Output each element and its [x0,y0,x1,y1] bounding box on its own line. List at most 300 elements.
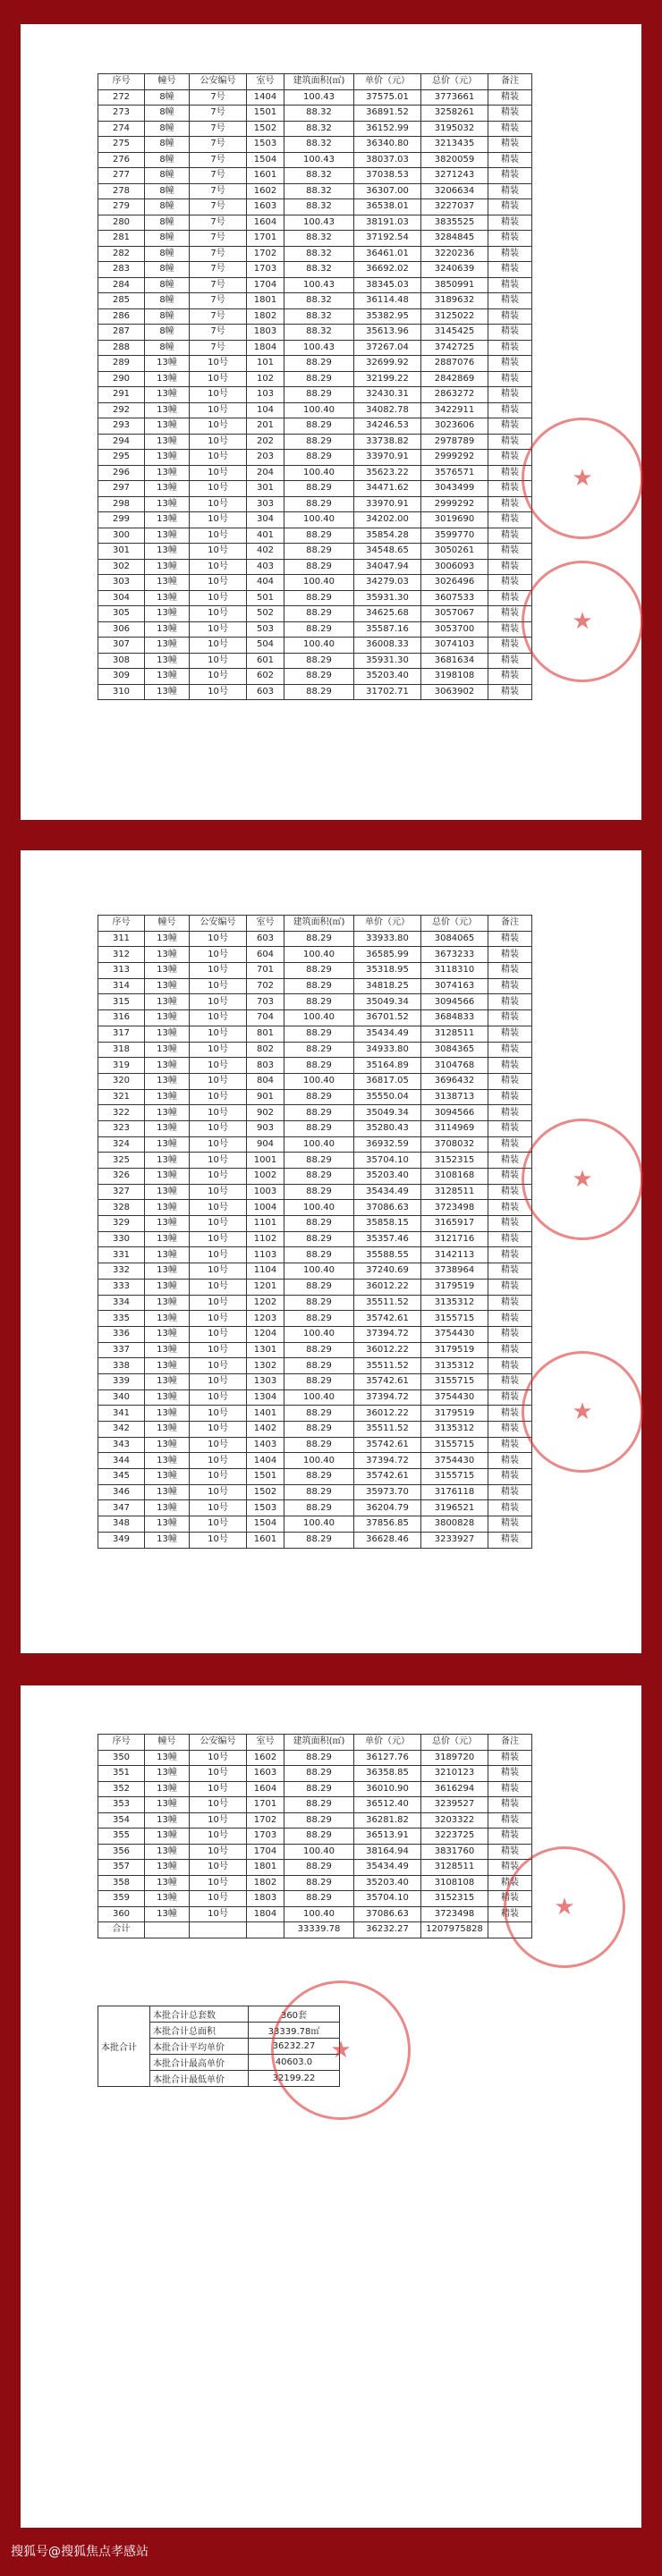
table-cell: 13幢 [145,684,190,700]
table-cell: 100.40 [284,1389,354,1406]
table-row [98,231,532,247]
table-cell: 35854.28 [354,528,421,544]
table-cell: 88.29 [284,528,354,544]
table-cell: 13幢 [145,1844,190,1860]
table-cell: 1203 [247,1311,284,1327]
table-cell: 13幢 [145,1326,190,1342]
table-cell: 1603 [247,199,284,215]
table-cell: 7号 [190,308,247,325]
table-cell: 36358.85 [354,1766,421,1782]
table-cell: 2863272 [421,387,488,403]
table-cell: 276 [98,152,145,168]
table-cell: 3074103 [421,638,488,654]
table-cell: 36012.22 [354,1406,421,1422]
table-cell: 37856.85 [354,1516,421,1533]
table-cell: 13幢 [145,1026,190,1042]
table-row [98,1389,532,1406]
table-cell: 精装 [488,638,532,654]
table-cell: 精装 [488,418,532,435]
table-cell: 7号 [190,183,247,199]
table-cell: 335 [98,1311,145,1327]
table-cell: 10号 [190,1216,247,1232]
table-cell: 3108108 [421,1875,488,1891]
table-cell: 88.29 [284,1169,354,1185]
company-seal: ★ [271,1981,411,2120]
table-cell: 315 [98,994,145,1010]
table-cell: 337 [98,1342,145,1358]
table-cell: 13幢 [145,1750,190,1766]
table-row [98,669,532,685]
table-row [98,1406,532,1422]
table-cell: 34047.94 [354,559,421,575]
table-cell: 8幢 [145,121,190,137]
table-row [98,152,532,168]
table-cell: 702 [247,978,284,994]
table-cell: 1404 [247,89,284,106]
table-cell: 3616294 [421,1781,488,1797]
table-cell: 10号 [190,1231,247,1247]
table-cell: 35931.30 [354,653,421,669]
table-cell: 36340.80 [354,137,421,153]
table-cell: 10号 [190,978,247,994]
table-cell: 288 [98,340,145,356]
table-cell: 3155715 [421,1373,488,1389]
company-seal: ★ [522,418,643,539]
table-cell: 293 [98,418,145,435]
table-cell: 88.32 [284,325,354,341]
table-cell: 36204.79 [354,1500,421,1516]
table-cell: 3773661 [421,89,488,106]
table-cell: 1703 [247,1829,284,1845]
table-row [98,1358,532,1374]
table-cell: 359 [98,1891,145,1907]
table-cell: 10号 [190,1247,247,1263]
table-cell: 100.40 [284,1844,354,1860]
table-cell: 100.40 [284,947,354,963]
table-cell: 272 [98,89,145,106]
table-row [98,1326,532,1342]
table-cell: 8幢 [145,215,190,231]
table-cell: 13幢 [145,1105,190,1121]
table-cell: 100.43 [284,340,354,356]
table-cell: 290 [98,371,145,387]
table-row [98,1105,532,1121]
table-row [98,387,532,403]
table-cell: 88.29 [284,1058,354,1074]
table-cell: 13幢 [145,1829,190,1845]
table-cell: 36114.48 [354,293,421,309]
table-cell: 303 [98,575,145,591]
table-row [98,106,532,122]
table-row [98,1532,532,1548]
table-cell: 10号 [190,1484,247,1500]
table-cell: 13幢 [145,1311,190,1327]
table-cell: 精装 [488,1136,532,1153]
table-cell: 35931.30 [354,590,421,606]
table-cell: 3800828 [421,1516,488,1533]
table-cell: 323 [98,1120,145,1136]
summary-value: 32199.22 [249,2071,340,2087]
total-row [98,1922,532,1938]
table-row [98,512,532,528]
table-row [98,994,532,1010]
table-cell: 1704 [247,277,284,293]
table-cell: 10号 [190,963,247,979]
table-cell: 334 [98,1295,145,1311]
table-cell: 精装 [488,465,532,481]
table-cell: 精装 [488,606,532,622]
table-cell: 精装 [488,1089,532,1105]
table-cell: 3189632 [421,293,488,309]
table-cell: 100.40 [284,575,354,591]
table-row [98,356,532,372]
table-cell: 13幢 [145,1058,190,1074]
table-row [98,277,532,293]
table-cell: 3754430 [421,1326,488,1342]
table-cell: 精装 [488,1200,532,1216]
table-cell: 1801 [247,1860,284,1876]
table-cell: 13幢 [145,638,190,654]
table-cell: 339 [98,1373,145,1389]
table-cell: 精装 [488,1453,532,1469]
table-cell: 100.40 [284,1453,354,1469]
table-cell: 精装 [488,1891,532,1907]
table-cell: 299 [98,512,145,528]
table-cell: 8幢 [145,277,190,293]
table-cell: 601 [247,653,284,669]
table-cell: 13幢 [145,1469,190,1485]
table-cell: 精装 [488,246,532,262]
table-cell: 279 [98,199,145,215]
table-cell: 343 [98,1437,145,1453]
summary-group-label: 本批合计 [98,2006,150,2087]
table-cell: 8幢 [145,89,190,106]
column-header: 序号 [98,916,145,932]
table-cell: 精装 [488,371,532,387]
table-cell: 7号 [190,137,247,153]
table-cell: 10号 [190,684,247,700]
table-cell: 502 [247,606,284,622]
table-cell: 701 [247,963,284,979]
table-cell: 3684833 [421,1010,488,1026]
table-row [98,638,532,654]
table-cell: 35203.40 [354,1875,421,1891]
table-cell: 317 [98,1026,145,1042]
table-row [98,575,532,591]
table-cell: 10号 [190,1358,247,1374]
table-cell: 326 [98,1169,145,1185]
table-cell: 1504 [247,1516,284,1533]
table-cell: 33738.82 [354,434,421,450]
table-cell: 3850991 [421,277,488,293]
table-cell: 1201 [247,1279,284,1295]
table-row [98,246,532,262]
table-cell: 精装 [488,559,532,575]
table-cell: 10号 [190,1389,247,1406]
table-cell: 精装 [488,325,532,341]
table-cell: 35742.61 [354,1469,421,1485]
table-cell: 346 [98,1484,145,1500]
table-cell: 3155715 [421,1469,488,1485]
table-cell: 1603 [247,1766,284,1782]
table-row [98,137,532,153]
table-cell: 精装 [488,1906,532,1922]
table-cell: 101 [247,356,284,372]
table-cell: 精装 [488,1437,532,1453]
table-row [98,1295,532,1311]
table-cell: 804 [247,1073,284,1089]
table-cell: 32699.92 [354,356,421,372]
table-cell: 3108168 [421,1169,488,1185]
table-cell: 88.29 [284,1891,354,1907]
table-row [98,544,532,560]
table-cell: 8幢 [145,106,190,122]
table-cell: 36127.76 [354,1750,421,1766]
table-cell: 37575.01 [354,89,421,106]
table-cell: 3206634 [421,183,488,199]
table-row [98,1844,532,1860]
table-cell: 10号 [190,1073,247,1089]
table-cell: 10号 [190,1200,247,1216]
table-cell: 304 [247,512,284,528]
table-cell: 88.29 [284,434,354,450]
table-cell: 10号 [190,669,247,685]
table-cell: 精装 [488,575,532,591]
table-cell: 313 [98,963,145,979]
table-cell: 404 [247,575,284,591]
table-cell: 88.29 [284,1829,354,1845]
table-cell: 355 [98,1829,145,1845]
table-cell: 100.40 [284,1200,354,1216]
table-cell: 88.29 [284,994,354,1010]
table-cell: 7号 [190,168,247,184]
table-cell: 13幢 [145,994,190,1010]
table-cell: 345 [98,1469,145,1485]
table-cell: 1002 [247,1169,284,1185]
table-cell: 10号 [190,465,247,481]
table-cell: 36538.01 [354,199,421,215]
table-cell: 10号 [190,994,247,1010]
table-cell: 88.29 [284,1089,354,1105]
price-table-3 [98,1734,532,1938]
table-row [98,121,532,137]
table-cell: 1304 [247,1389,284,1406]
table-cell: 3258261 [421,106,488,122]
table-cell: 10号 [190,1750,247,1766]
column-header: 备注 [488,916,532,932]
table-cell: 1303 [247,1373,284,1389]
table-cell: 88.29 [284,1026,354,1042]
table-cell: 348 [98,1516,145,1533]
table-cell: 37267.04 [354,340,421,356]
table-cell: 10号 [190,621,247,638]
table-row [98,931,532,947]
table-row [98,183,532,199]
table-cell: 35511.52 [354,1422,421,1438]
company-seal: ★ [522,1119,643,1240]
table-cell: 精装 [488,1169,532,1185]
table-cell: 88.29 [284,590,354,606]
table-cell: 13幢 [145,1216,190,1232]
table-cell: 精装 [488,387,532,403]
table-cell: 88.29 [284,1797,354,1813]
table-cell: 306 [98,621,145,638]
table-cell: 333 [98,1279,145,1295]
table-cell: 1502 [247,1484,284,1500]
table-cell: 36008.33 [354,638,421,654]
table-cell: 3227037 [421,199,488,215]
table-cell: 3835525 [421,215,488,231]
table-cell: 604 [247,947,284,963]
table-cell: 精装 [488,183,532,199]
table-cell: 3094566 [421,1105,488,1121]
table-cell: 36012.22 [354,1342,421,1358]
table-cell: 1602 [247,1750,284,1766]
table-cell: 3284845 [421,231,488,247]
table-cell: 1704 [247,1844,284,1860]
table-cell: 10号 [190,653,247,669]
table-cell: 100.40 [284,402,354,418]
table-cell: 37038.53 [354,168,421,184]
table-cell: 102 [247,371,284,387]
table-cell: 354 [98,1812,145,1829]
total-cell: 33339.78 [284,1922,354,1938]
table-cell: 3723498 [421,1200,488,1216]
summary-label: 本批合计总面积 [150,2023,249,2039]
table-cell: 35588.55 [354,1247,421,1263]
table-cell: 1101 [247,1216,284,1232]
table-cell: 202 [247,434,284,450]
table-cell: 1403 [247,1437,284,1453]
table-cell: 88.29 [284,621,354,638]
table-cell: 88.29 [284,1231,354,1247]
table-cell: 35550.04 [354,1089,421,1105]
table-cell: 88.29 [284,1216,354,1232]
table-cell: 88.32 [284,106,354,122]
table-header-row [98,74,532,90]
table-cell: 10号 [190,1797,247,1813]
table-cell: 327 [98,1184,145,1200]
summary-label: 本批合计总套数 [150,2006,249,2023]
table-cell: 292 [98,402,145,418]
table-cell: 3195032 [421,121,488,137]
table-cell: 3125022 [421,308,488,325]
table-cell: 1504 [247,152,284,168]
table-cell: 35357.46 [354,1231,421,1247]
table-cell: 88.29 [284,1781,354,1797]
column-header: 室号 [247,74,284,90]
table-cell: 88.29 [284,1766,354,1782]
table-cell: 10号 [190,1120,247,1136]
table-cell: 305 [98,606,145,622]
table-cell: 301 [247,481,284,497]
table-row [98,1120,532,1136]
table-row [98,496,532,512]
table-cell: 35742.61 [354,1437,421,1453]
table-row [98,1437,532,1453]
table-cell: 13幢 [145,1875,190,1891]
table-cell: 33970.91 [354,496,421,512]
table-cell: 88.32 [284,183,354,199]
table-cell: 3043499 [421,481,488,497]
table-cell: 7号 [190,89,247,106]
table-cell: 88.29 [284,963,354,979]
table-cell: 10号 [190,1422,247,1438]
table-cell: 3196521 [421,1500,488,1516]
table-cell: 3213435 [421,137,488,153]
table-cell: 88.29 [284,1247,354,1263]
table-cell: 13幢 [145,1073,190,1089]
table-cell: 3831760 [421,1844,488,1860]
table-row [98,1279,532,1295]
table-row [98,1200,532,1216]
table-cell: 3155715 [421,1311,488,1327]
table-cell: 精装 [488,199,532,215]
table-cell: 10号 [190,1279,247,1295]
table-cell: 13幢 [145,1484,190,1500]
table-cell: 精装 [488,1750,532,1766]
table-row [98,1797,532,1813]
table-cell: 3050261 [421,544,488,560]
table-cell: 275 [98,137,145,153]
table-cell: 8幢 [145,199,190,215]
table-cell: 10号 [190,1184,247,1200]
table-cell: 精装 [488,262,532,278]
total-cell: 1207975828 [421,1922,488,1938]
table-cell: 35587.16 [354,621,421,638]
table-cell: 1302 [247,1358,284,1374]
table-cell: 901 [247,1089,284,1105]
table-cell: 10号 [190,1136,247,1153]
table-cell: 精装 [488,1500,532,1516]
table-cell: 3240639 [421,262,488,278]
table-cell: 34933.80 [354,1042,421,1058]
table-cell: 3179519 [421,1279,488,1295]
table-cell: 精装 [488,1373,532,1389]
table-cell: 35434.49 [354,1860,421,1876]
table-cell: 3738964 [421,1263,488,1280]
company-seal: ★ [522,1351,643,1473]
table-cell: 319 [98,1058,145,1074]
table-cell: 402 [247,544,284,560]
table-cell: 331 [98,1247,145,1263]
table-cell: 88.29 [284,1311,354,1327]
table-cell: 精装 [488,1295,532,1311]
table-cell: 7号 [190,262,247,278]
table-cell: 36585.99 [354,947,421,963]
table-cell: 503 [247,621,284,638]
table-cell: 10号 [190,638,247,654]
table-cell: 3165917 [421,1216,488,1232]
table-cell: 精装 [488,1073,532,1089]
table-cell: 精装 [488,528,532,544]
column-header: 幢号 [145,916,190,932]
table-cell: 13幢 [145,606,190,622]
total-cell: 合计 [98,1922,145,1938]
table-cell: 88.29 [284,1295,354,1311]
table-cell: 1202 [247,1295,284,1311]
table-cell: 10号 [190,481,247,497]
table-cell: 37086.63 [354,1906,421,1922]
table-cell: 3142113 [421,1247,488,1263]
table-cell: 10号 [190,1860,247,1876]
price-table-1 [98,73,532,700]
table-row [98,1906,532,1922]
summary-label: 本批合计最高单价 [150,2055,249,2071]
table-cell: 1601 [247,1532,284,1548]
table-cell: 88.29 [284,653,354,669]
table-cell: 13幢 [145,621,190,638]
